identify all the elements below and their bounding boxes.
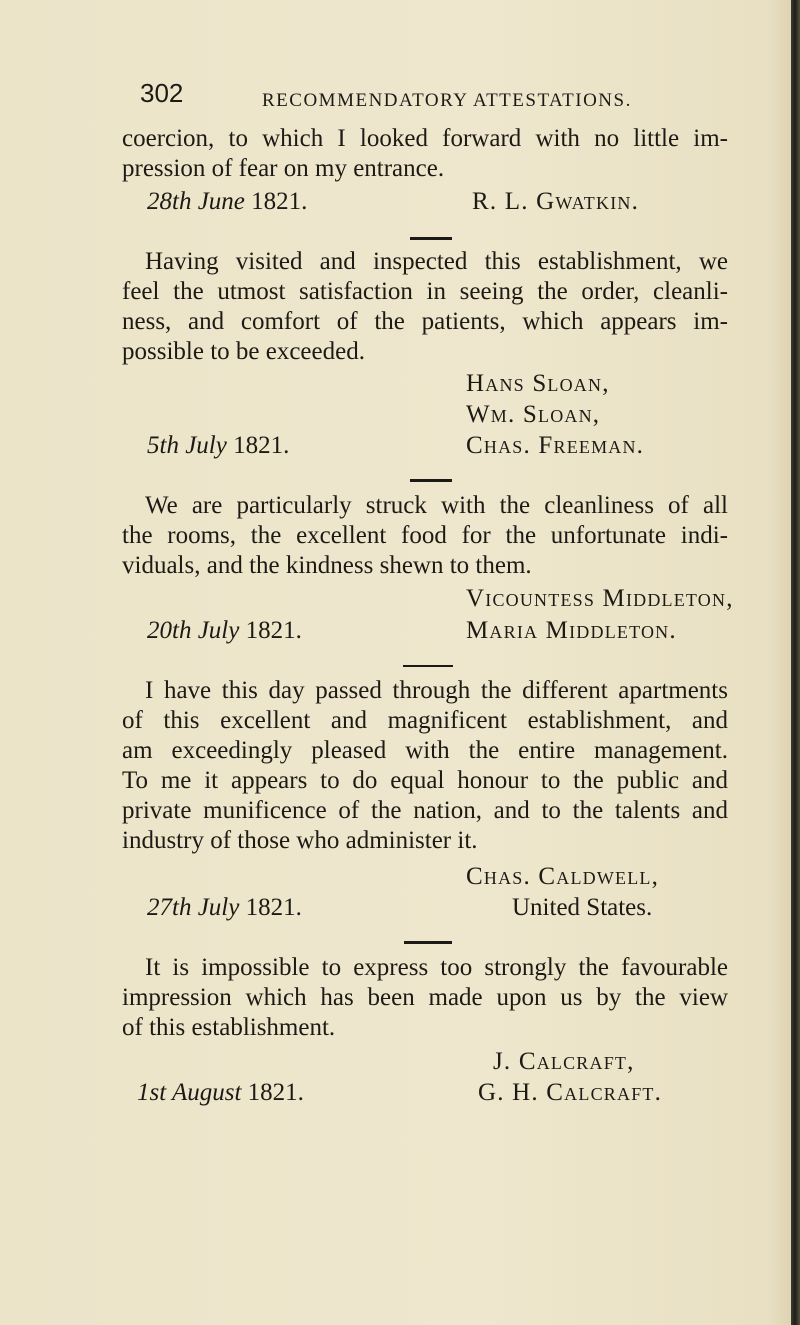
entry-1-text xyxy=(122,247,728,367)
entry-1-line: Having visited and inspected this establishment, we xyxy=(145,248,728,275)
entry-2-date-day: 20th July xyxy=(147,617,240,644)
entry-1-line: possible to be exceeded. xyxy=(122,338,365,365)
entry-2-signature: Maria Middleton. xyxy=(466,617,677,644)
entry-1-signature: Hans Sloan, xyxy=(466,370,610,397)
entry-3-text xyxy=(122,676,728,856)
entry-2-date-year: 1821. xyxy=(245,617,302,644)
entry-1-date xyxy=(147,431,289,461)
entry-2-signature: Vicountess Middleton, xyxy=(466,585,734,612)
entry-3-line: To me it appears to do equal honour to the public and xyxy=(122,767,728,794)
entry-1-date-year: 1821. xyxy=(233,432,290,459)
book-binding-edge xyxy=(791,0,800,1325)
entry-0-date xyxy=(147,187,307,217)
entry-1-signature: Wm. Sloan, xyxy=(466,401,601,428)
entry-3-signature: Chas. Caldwell, xyxy=(466,863,660,890)
entry-0-line: coercion, to which I looked forward with no little im- xyxy=(122,125,728,152)
separator-rule xyxy=(403,665,453,667)
entry-3-line: industry of those who administer it. xyxy=(122,827,478,854)
entry-0-text xyxy=(122,124,728,184)
entry-4-date-year: 1821. xyxy=(247,1079,304,1106)
entry-4-date-day: 1st August xyxy=(137,1079,242,1106)
separator-rule xyxy=(404,941,452,944)
entry-4-signature: J. Calcraft, xyxy=(493,1048,635,1075)
entry-0-line: pression of fear on my entrance. xyxy=(122,155,445,182)
entry-4-line: impression which has been made upon us by the view xyxy=(122,984,728,1011)
entry-1-line: ness, and comfort of the patients, which appears im- xyxy=(122,308,728,335)
entry-2-line: viduals, and the kindness shewn to them. xyxy=(122,552,532,579)
entry-3-date-day: 27th July xyxy=(147,894,240,921)
entry-3-line: of this excellent and magnificent establishment, and xyxy=(122,707,728,734)
entry-3-line: private munificence of the nation, and to the talents and xyxy=(122,797,728,824)
entry-4-line: of this establishment. xyxy=(122,1014,336,1041)
entry-2-text xyxy=(122,491,728,581)
entry-0-date-day: 28th June xyxy=(147,188,245,215)
entry-4-line: It is impossible to express too strongly the favourable xyxy=(145,954,728,981)
entry-4-date xyxy=(137,1078,304,1108)
entry-3-date xyxy=(147,893,302,923)
separator-rule xyxy=(410,479,452,482)
entry-1-line: feel the utmost satisfaction in seeing the order, cleanli- xyxy=(122,278,728,305)
entry-0-signature: R. L. Gwatkin. xyxy=(472,188,640,215)
entry-3-line: am exceedingly pleased with the entire management. xyxy=(122,737,728,764)
page-number: 302 xyxy=(140,78,184,108)
separator-rule xyxy=(410,237,452,240)
entry-4-text xyxy=(122,953,728,1043)
entry-1-date-day: 5th July xyxy=(147,432,227,459)
entry-4-signature: G. H. Calcraft. xyxy=(478,1079,663,1106)
entry-3-date-year: 1821. xyxy=(245,894,302,921)
entry-0-date-year: 1821. xyxy=(251,188,308,215)
entry-3-line: I have this day passed through the different apartments xyxy=(145,677,728,704)
entry-3-signature: United States. xyxy=(512,894,653,921)
running-head: RECOMMENDATORY ATTESTATIONS. xyxy=(262,90,632,111)
entry-2-date xyxy=(147,616,302,646)
entry-2-line: the rooms, the excellent food for the unfortunate indi- xyxy=(122,522,728,549)
entry-1-signature: Chas. Freeman. xyxy=(466,432,645,459)
entry-2-line: We are particularly struck with the cleanliness of all xyxy=(145,492,728,519)
